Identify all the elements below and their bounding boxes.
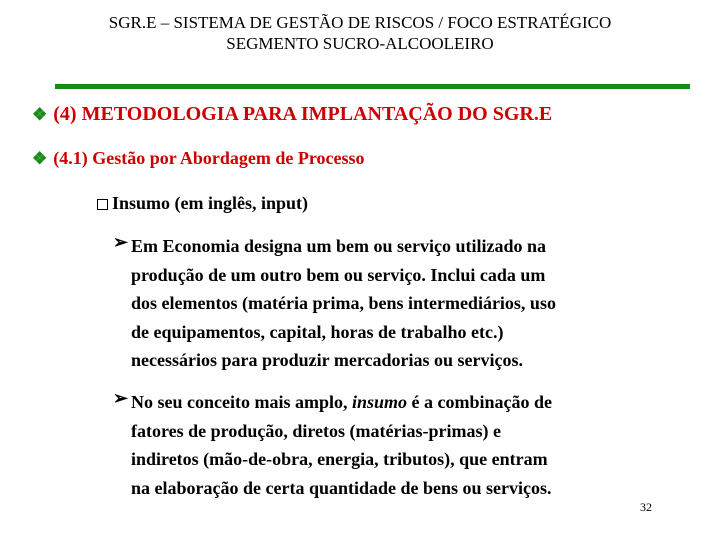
arrow-bullet-icon: ➢: [113, 232, 129, 252]
section-heading-text: (4) METODOLOGIA PARA IMPLANTAÇÃO DO SGR.E: [53, 103, 553, 125]
page-number: 32: [640, 500, 652, 514]
section-heading: [32, 103, 552, 126]
header-title: SGR.E – SISTEMA DE GESTÃO DE RISCOS / FOCO ESTRATÉGICO: [108, 13, 612, 32]
paragraph-line: Em Economia designa um bem ou serviço utilizado na: [131, 236, 547, 256]
slide-header: [0, 12, 720, 54]
subsection-heading-text: (4.1) Gestão por Abordagem de Processo: [53, 148, 365, 168]
paragraph-line: fatores de produção, diretos (matérias-primas) e: [131, 420, 501, 441]
paragraph-line: produção de um outro bem ou serviço. Inclui cada um: [131, 264, 546, 285]
paragraph-line: na elaboração de certa quantidade de bens ou serviços.: [131, 477, 552, 498]
emphasis-text: insumo: [351, 392, 408, 412]
paragraph-text: é a combinação de: [407, 392, 552, 412]
paragraph-1: [131, 232, 556, 375]
paragraph-line: necessários para produzir mercadorias ou serviços.: [131, 350, 523, 370]
square-bullet-icon: [97, 199, 108, 210]
paragraph-line: indiretos (mão-de-obra, energia, tributos), que entram: [131, 449, 548, 469]
arrow-bullet-icon: ➢: [113, 388, 129, 408]
paragraph-line: [131, 388, 552, 417]
paragraph-text: No seu conceito mais amplo,: [131, 392, 352, 412]
diamond-bullet-icon: ❖: [32, 105, 48, 124]
header-subtitle: SEGMENTO SUCRO-ALCOOLEIRO: [226, 34, 494, 53]
list-item: [97, 193, 308, 214]
paragraph-line: dos elementos (matéria prima, bens intermediários, uso: [131, 293, 556, 313]
header-divider: [55, 84, 690, 89]
list-item-text: Insumo (em inglês, input): [112, 193, 309, 213]
paragraph-line: de equipamentos, capital, horas de trabalho etc.): [131, 321, 504, 342]
paragraph-2: [131, 388, 552, 502]
diamond-bullet-icon: ❖: [32, 149, 48, 168]
subsection-heading: [32, 148, 365, 169]
